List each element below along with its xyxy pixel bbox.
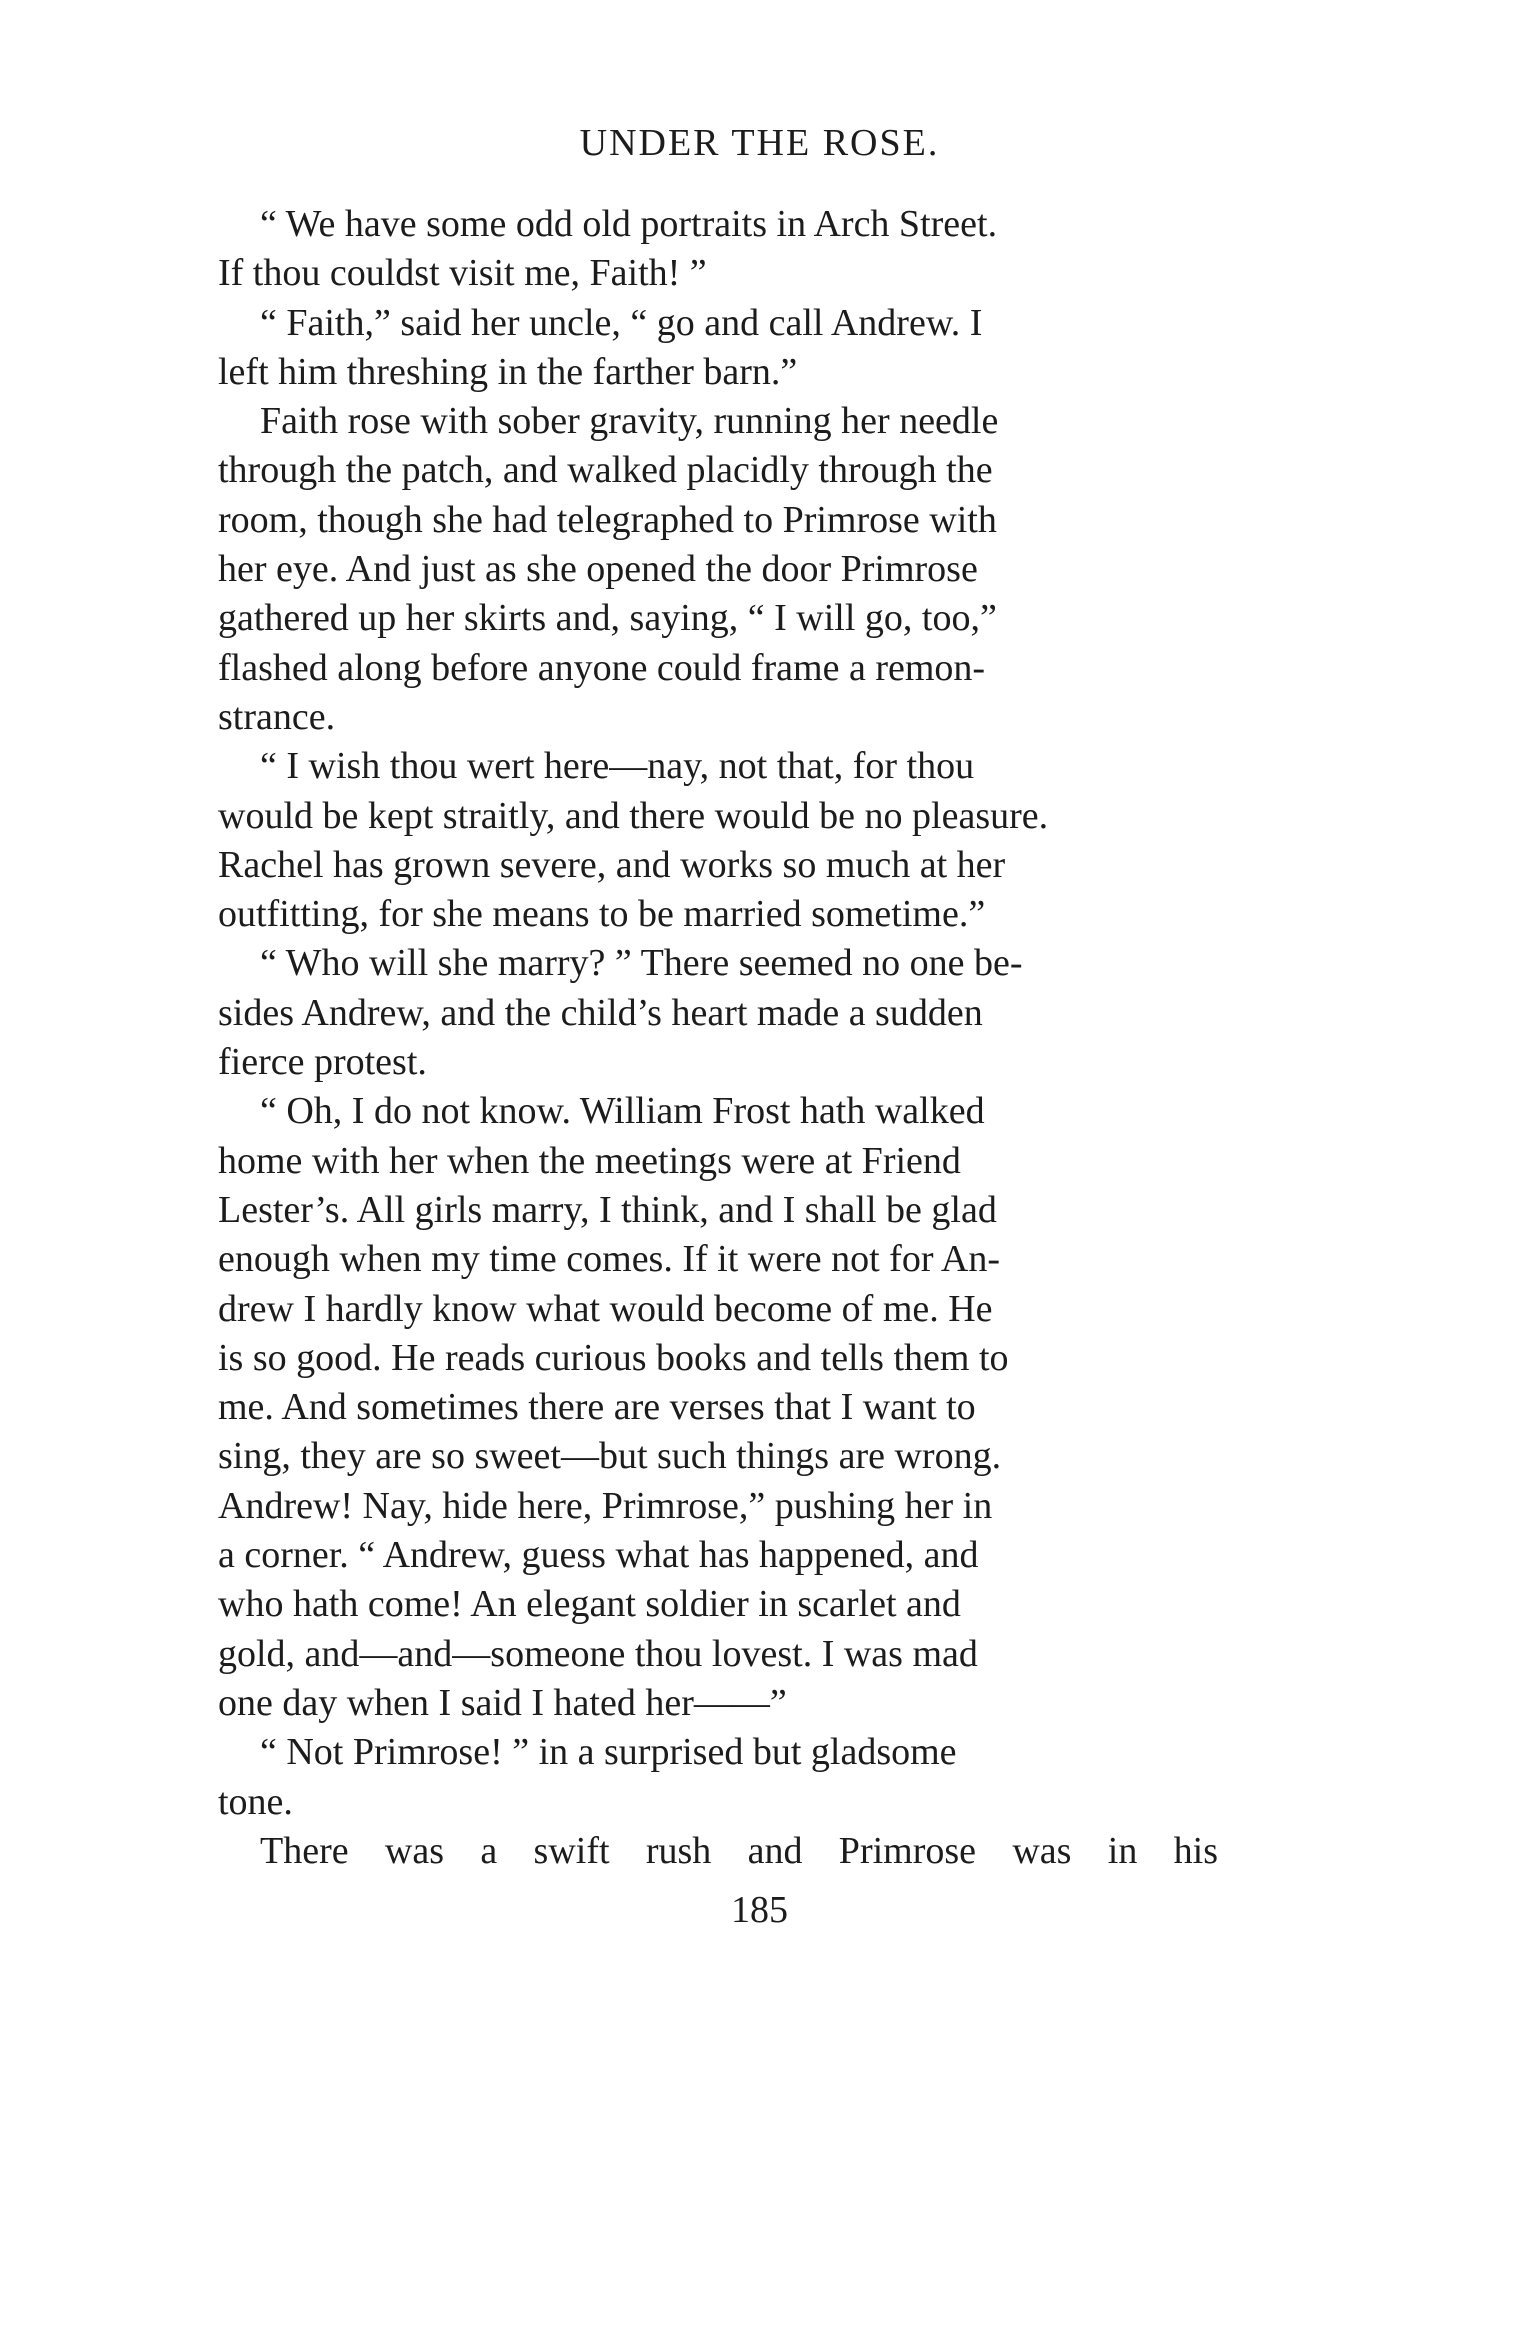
paragraph: “ Faith,” said her uncle, “ go and call Andrew. I left him threshing in the farther barn.” bbox=[218, 301, 983, 393]
body-text bbox=[218, 200, 1218, 1876]
paragraph: “ Not Primrose! ” in a surprised but gladsome tone. bbox=[218, 1731, 957, 1823]
paragraph: “ Who will she marry? ” There seemed no one be- sides Andrew, and the child’s heart made a sudden fierce protest. bbox=[218, 942, 1023, 1084]
paragraph: “ We have some odd old portraits in Arch Street. If thou couldst visit me, Faith! ” bbox=[218, 203, 998, 295]
paragraph: There was a swift rush and Primrose was in his bbox=[260, 1829, 1218, 1872]
paragraph: Faith rose with sober gravity, running her needle through the patch, and walked placidly through the room, though she had telegraphed to Primrose with her eye. And just as she opened the door Primrose gathered up her skirts and, saying, “ I will go, too,” flashed along before anyone could frame a remon- strance. bbox=[218, 400, 999, 738]
paragraph: “ I wish thou wert here—nay, not that, for thou would be kept straitly, and there would be no pleasure. Rachel has grown severe, and works so much at her outfitting, for she means to be married sometime.” bbox=[218, 745, 1049, 936]
paragraph: “ Oh, I do not know. William Frost hath walked home with her when the meetings were at Friend Lester’s. All girls marry, I think, and I shall be glad enough when my time comes. If it were not for An- drew I hardly know what would become of me. He is so good. He reads curious books and tells them to me. And sometimes there are verses that I want to sing, they are so sweet—but such things are wrong. Andrew! Nay, hide here, Primrose,” pushing her in a corner. “ Andrew, guess what has happened, and who hath come! An elegant soldier in scarlet and gold, and—and—someone thou lovest. I was mad one day when I said I hated her——” bbox=[218, 1090, 1009, 1724]
running-head: UNDER THE ROSE. bbox=[579, 122, 940, 164]
page-number: 185 bbox=[731, 1889, 788, 1931]
